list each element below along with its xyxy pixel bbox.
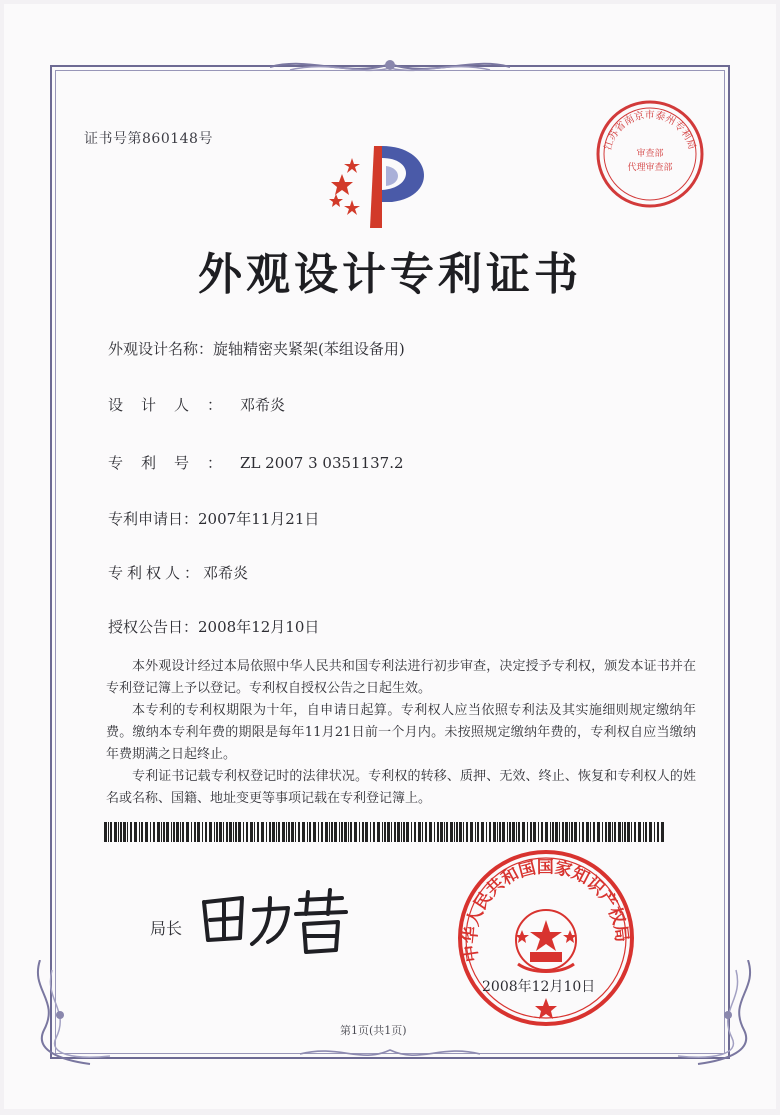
paragraph-3: 专利证书记载专利权登记时的法律状况。专利权的转移、质押、无效、终止、恢复和专利权人的姓名或名称、国籍、地址变更等事项记载在专利登记簿上。 [106,769,696,806]
page-indicator: 第1页(共1页) [340,1024,407,1037]
field-value: 邓希炎 [240,396,286,414]
issue-date: 2008年12月10日 [482,979,596,995]
bottom-center-ornament [300,1044,480,1064]
field-value: 邓希炎 [203,564,249,582]
field-value: 旋轴精密夹紧架(苯组设备用) [213,340,405,358]
field-grant-date [108,616,319,637]
field-patentee [108,562,248,583]
field-label: 设计人： [108,396,241,414]
government-seal [456,848,636,1028]
national-emblem-icon [515,910,577,972]
field-label: 专利申请日： [108,510,199,528]
field-designer [108,394,285,415]
field-value: 2007年11月21日 [198,510,320,528]
stamp-arc-text: 江苏省南京市泰州专利局 [602,109,698,152]
field-label: 专利号： [108,454,241,472]
director-signature [196,880,356,960]
bottom-right-ornament [668,960,758,1070]
field-design-name [108,338,405,359]
certificate-number: 证书号第860148号 [84,131,213,147]
certificate-title: 外观设计专利证书 [198,249,582,300]
paragraph-1: 本外观设计经过本局依照中华人民共和国专利法进行初步审查，决定授予专利权，颁发本证书并在专利登记簿上予以登记。专利权自授权公告之日起生效。 [106,659,696,696]
agency-stamp [594,98,706,210]
paragraph-2: 本专利的专利权期限为十年，自申请日起算。专利权人应当依照专利法及其实施细则规定缴纳年费。缴纳本专利年费的期限是每年11月21日前一个月内。未按照规定缴纳年费的，专利权自应当缴纳年费期满之日起终止。 [106,703,696,762]
stamp-line-2: 代理审查部 [627,163,673,173]
field-label: 专利权人： [108,564,204,582]
bottom-left-ornament [30,960,120,1070]
stamp-line-1: 审查部 [636,149,664,159]
field-patent-number [108,452,404,473]
barcode [104,822,664,842]
field-filing-date [108,508,319,529]
top-ornament [270,56,510,78]
patent-office-logo [322,136,446,232]
field-value: ZL 2007 3 0351137.2 [240,454,404,472]
field-label: 外观设计名称： [108,340,214,358]
director-label: 局长 [150,919,183,938]
field-label: 授权公告日： [108,618,199,636]
seal-arc-text: 中华人民共和国国家知识产权局 [460,857,632,964]
field-value: 2008年12月10日 [198,618,320,636]
